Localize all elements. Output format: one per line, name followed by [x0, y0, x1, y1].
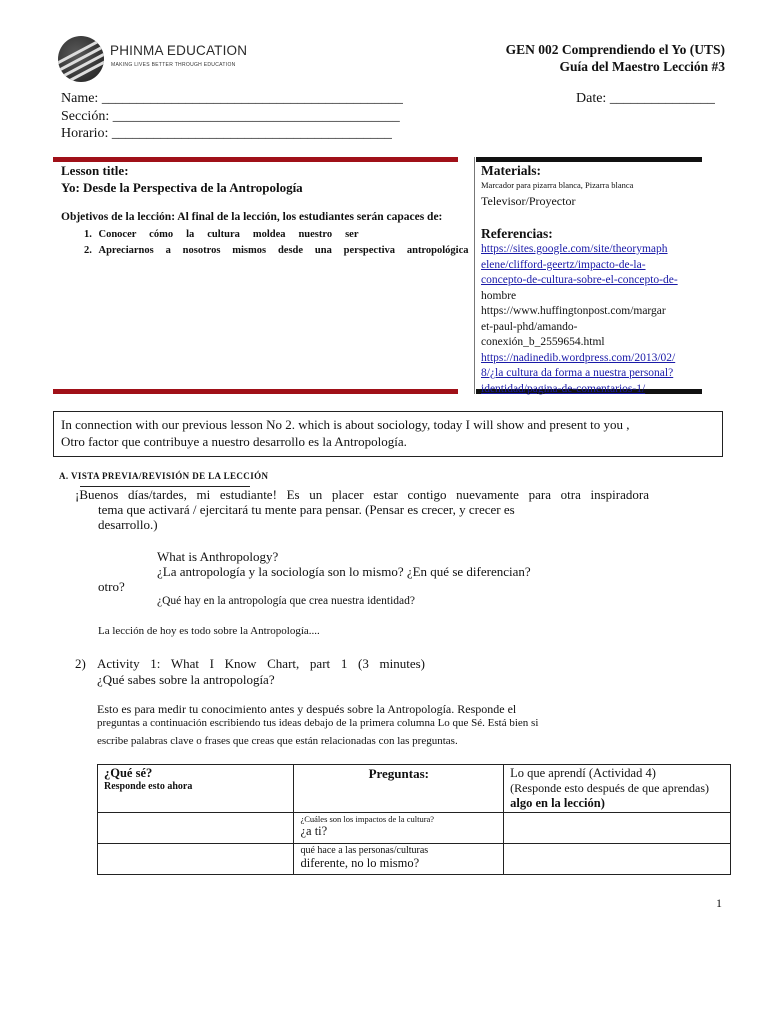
logo-name: PHINMA EDUCATION	[110, 43, 248, 58]
greeting-line3: desarrollo.)	[98, 517, 158, 532]
instruction-line1: Esto es para medir tu conocimiento antes y después sobre la Antropología. Responde el	[97, 702, 517, 716]
materials-line1: Marcador para pizarra blanca, Pizarra blanca	[481, 180, 634, 190]
guide-title: Guía del Maestro Lección #3	[559, 59, 725, 74]
reference-link[interactable]: https://nadinedib.wordpress.com/2013/02/	[481, 351, 676, 364]
lesson-title: Yo: Desde la Perspectiva de la Antropología	[61, 180, 303, 195]
reference-link[interactable]: concepto-de-cultura-sobre-el-concepto-de-	[481, 274, 678, 286]
reference-text: et-paul-phd/amando-	[481, 320, 578, 333]
date-field: Date: _______________	[576, 91, 715, 106]
reference-link[interactable]: https://sites.google.com/site/theorymaph	[481, 243, 668, 255]
question-cell: qué hace a las personas/culturas diferente, no lo mismo?	[294, 844, 504, 875]
greeting-line2: tema que activará / ejercitará tu mente para pensar. (Pensar es crecer, y crecer es	[98, 502, 515, 517]
greeting-line1: ¡Buenos días/tardes, mi estudiante! Es un placer estar contigo nuevamente para otra inspiradora	[75, 487, 649, 502]
header-questions: Preguntas:	[294, 765, 504, 813]
objective-item: 1. Conocer cómo la cultura moldea nuestro ser	[84, 229, 359, 240]
objective-item: 2. Apreciarnos a nosotros mismos desde una perspectiva antropológica	[84, 245, 469, 256]
phinma-logo-icon	[58, 36, 104, 82]
references-label: Referencias:	[481, 226, 553, 241]
learned-cell[interactable]	[504, 844, 731, 875]
lesson-title-label: Lesson title:	[61, 163, 129, 178]
what-i-know-table	[97, 764, 731, 875]
question-1: What is Anthropology?	[157, 549, 279, 564]
activity-question: ¿Qué sabes sobre la antropología?	[97, 672, 275, 687]
reference-text: hombre	[481, 289, 517, 302]
top-black-bar	[476, 157, 702, 162]
answer-cell[interactable]	[98, 813, 294, 844]
header-what-i-learned: Lo que aprendí (Actividad 4) (Responde esto después de que aprendas) algo en la lección)	[504, 765, 731, 813]
activity-title: Activity 1: What I Know Chart, part 1 (3 minutes)	[97, 656, 425, 671]
instruction-line2: preguntas a continuación escribiendo tus ideas debajo de la primera columna Lo que Sé. Está bien si	[97, 717, 539, 729]
reference-link[interactable]: identidad/pagina-de-comentarios-1/	[481, 382, 646, 395]
section-a-heading: A. VISTA PREVIA/REVISIÓN DE LA LECCIÓN	[59, 471, 269, 481]
reference-text: https://www.huffingtonpost.com/margar	[481, 305, 666, 317]
question-3: ¿Qué hay en la antropología que crea nuestra identidad?	[157, 595, 415, 607]
course-title: GEN 002 Comprendiendo el Yo (UTS)	[505, 42, 725, 57]
seccion-field: Sección: _________________________________________	[61, 109, 400, 124]
materials-label: Materials:	[481, 163, 541, 178]
column-divider	[474, 157, 475, 394]
question-2: ¿La antropología y la sociología son lo mismo? ¿En qué se diferencian?	[157, 564, 531, 579]
table-row	[98, 844, 731, 875]
reference-text: conexión_b_2559654.html	[481, 336, 605, 348]
instruction-line3: escribe palabras clave o frases que creas que están relacionadas con las preguntas.	[97, 735, 458, 747]
materials-line2: Televisor/Proyector	[481, 194, 576, 208]
logo-tagline: MAKING LIVES BETTER THROUGH EDUCATION	[111, 62, 236, 68]
table-header-row	[98, 765, 731, 813]
today-note: La lección de hoy es todo sobre la Antropología....	[98, 625, 320, 637]
answer-cell[interactable]	[98, 844, 294, 875]
question-2-cont: otro?	[98, 579, 125, 594]
name-field: Name: ___________________________________________	[61, 91, 403, 106]
connection-line2: Otro factor que contribuye a nuestro desarrollo es la Antropología.	[61, 434, 407, 449]
connection-line1: In connection with our previous lesson No 2. which is about sociology, today I will show and present to you ,	[61, 417, 630, 432]
learned-cell[interactable]	[504, 813, 731, 844]
bottom-red-bar	[53, 389, 458, 394]
question-cell: ¿Cuáles son los impactos de la cultura? ¿a ti?	[294, 813, 504, 844]
horario-field: Horario: ________________________________________	[61, 126, 392, 141]
top-red-bar	[53, 157, 458, 162]
references-list	[481, 242, 703, 397]
reference-link[interactable]: elene/clifford-geertz/impacto-de-la-	[481, 258, 646, 271]
connection-box	[53, 411, 723, 457]
objectives-intro: Objetivos de la lección: Al final de la lección, los estudiantes serán capaces de:	[61, 211, 443, 223]
reference-link[interactable]: 8/¿la cultura da forma a nuestra personal?	[481, 367, 674, 379]
page-number: 1	[716, 896, 722, 910]
table-row	[98, 813, 731, 844]
activity-number: 2)	[75, 656, 86, 671]
header-what-i-know: ¿Qué sé? Responde esto ahora	[98, 765, 294, 813]
